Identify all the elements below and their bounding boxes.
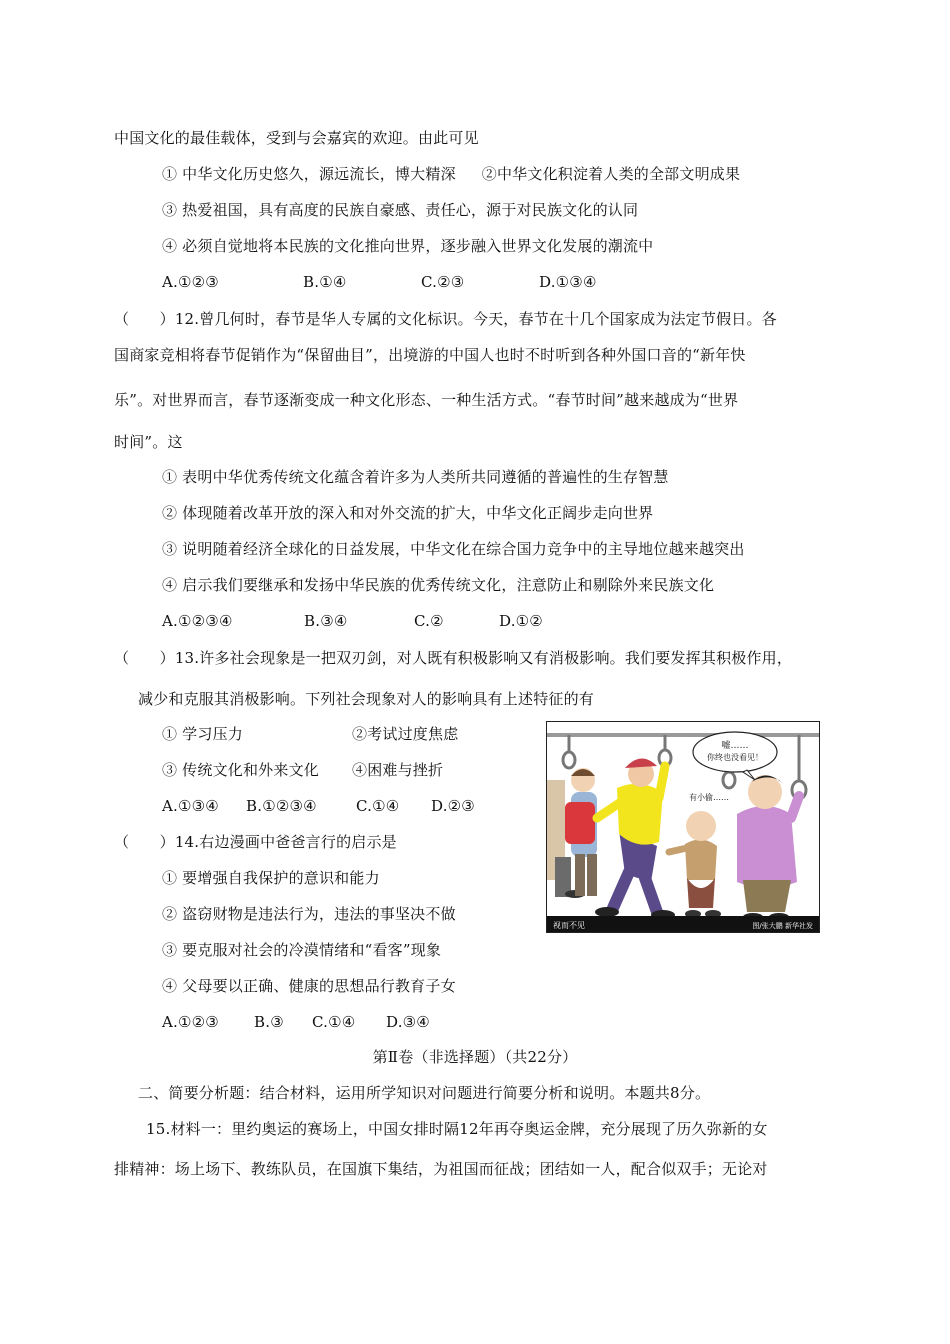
q12-stem-line4: 时间”。这 [114,433,183,451]
q13-stem-line2: 减少和克服其消极影响。下列社会现象对人的影响具有上述特征的有 [138,690,595,708]
q14-choice-d[interactable]: D.③④ [386,1013,430,1031]
child-figure [669,811,721,918]
q13-answer-blank[interactable]: （ ） [114,649,175,667]
q11-choices [162,272,597,292]
q12-option-3: ③ 说明随着经济全球化的日益发展，中华文化在综合国力竞争中的主导地位越来越突出 [162,540,745,558]
dad-figure [737,775,799,921]
q15-line2: 排精神：场上场下、教练队员，在国旗下集结，为祖国而征战；团结如一人，配合似双手；无论对 [114,1160,768,1178]
part2-instructions: 二、简要分析题：结合材料，运用所学知识对问题进行简要分析和说明。本题共8分。 [138,1084,711,1102]
q14-option-3: ③ 要克服对社会的冷漠情绪和“看客”现象 [162,941,442,959]
q11-choice-c[interactable]: C.②③ [421,273,465,291]
q14-option-2: ② 盗窃财物是违法行为，违法的事坚决不做 [162,905,456,923]
q12-choice-b[interactable]: B.③④ [304,612,348,630]
q12-choice-c[interactable]: C.② [414,612,444,630]
q14-choices [162,1012,430,1032]
q14-choice-b[interactable]: B.③ [254,1013,284,1031]
q11-option-4: ④ 必须自觉地将本民族的文化推向世界，逐步融入世界文化发展的潮流中 [162,237,654,255]
q13-options-row2: ③ 传统文化和外来文化 ④困难与挫折 [162,761,444,779]
q12-choices [162,611,543,631]
bubble-text-line2: 你终也没看见！ [707,753,763,762]
q11-choice-a[interactable]: A.①②③ [162,273,219,291]
q11-choice-b[interactable]: B.①④ [303,273,347,291]
caption-title: 视而不见 [553,921,585,930]
cartoon-illustration [546,721,820,933]
q13-choice-a[interactable]: A.①③④ [162,797,219,815]
q14-answer-blank[interactable]: （ ） [114,833,175,851]
continuation-line: 中国文化的最佳载体，受到与会嘉宾的欢迎。由此可见 [114,129,479,147]
q13-stem-line1: （ ）13.许多社会现象是一把双刃剑，对人既有积极影响又有消极影响。我们要发挥其积极作用， [114,649,793,667]
q15-line1: 15.材料一：里约奥运的赛场上，中国女排时隔12年再夺奥运金牌，充分展现了历久弥新的女 [146,1120,768,1138]
q12-option-1: ① 表明中华优秀传统文化蕴含着许多为人类所共同遵循的普遍性的生存智慧 [162,468,669,486]
cartoon-svg [547,722,819,932]
q13-choices [162,796,475,816]
q13-choice-c[interactable]: C.①④ [356,797,400,815]
q12-option-2: ② 体现随着改革开放的深入和对外交流的扩大，中华文化正阔步走向世界 [162,504,654,522]
q12-stem-line3: 乐”。对世界而言，春节逐渐变成一种文化形态、一种生活方式。“春节时间”越来越成为“世界 [114,391,739,409]
q12-choice-d[interactable]: D.①② [499,612,543,630]
q14-option-1: ① 要增强自我保护的意识和能力 [162,869,380,887]
q13-options-row1: ① 学习压力 ②考试过度焦虑 [162,725,459,743]
section2-title: 第Ⅱ卷（非选择题）（共22分） [372,1048,578,1066]
q12-stem-line2: 国商家竞相将春节促销作为“保留曲目”，出境游的中国人也时不时听到各种外国口音的“新年快 [114,346,746,364]
thief-figure [595,758,675,920]
bubble-text-line1: 嘘…… [721,741,749,751]
q11-option-1: ① 中华文化历史悠久，源远流长，博大精深 ②中华文化积淀着人类的全部文明成果 [162,165,741,183]
caption-credit: 图/张大鹏 新华社发 [752,922,813,930]
q14-choice-a[interactable]: A.①②③ [162,1013,219,1031]
q14-option-4: ④ 父母要以正确、健康的思想品行教育子女 [162,977,456,995]
q11-option-3: ③ 热爱祖国，具有高度的民族自豪感、责任心，源于对民族文化的认同 [162,201,639,219]
q14-choice-c[interactable]: C.①④ [312,1013,356,1031]
speech-bubble [693,732,777,780]
q13-choice-b[interactable]: B.①②③④ [246,797,317,815]
q12-option-4: ④ 启示我们要继承和发扬中华民族的优秀传统文化，注意防止和剔除外来民族文化 [162,576,715,594]
q13-choice-d[interactable]: D.②③ [431,797,475,815]
q12-stem-line1: （ ）12.曾几何时，春节是华人专属的文化标识。今天，春节在十几个国家成为法定节假日。各 [114,310,777,328]
child-speech: 有小偷…… [689,793,729,802]
q11-choice-d[interactable]: D.①③④ [539,273,597,291]
q12-answer-blank[interactable]: （ ） [114,310,175,328]
q14-stem: （ ）14.右边漫画中爸爸言行的启示是 [114,833,397,851]
q12-choice-a[interactable]: A.①②③④ [162,612,233,630]
